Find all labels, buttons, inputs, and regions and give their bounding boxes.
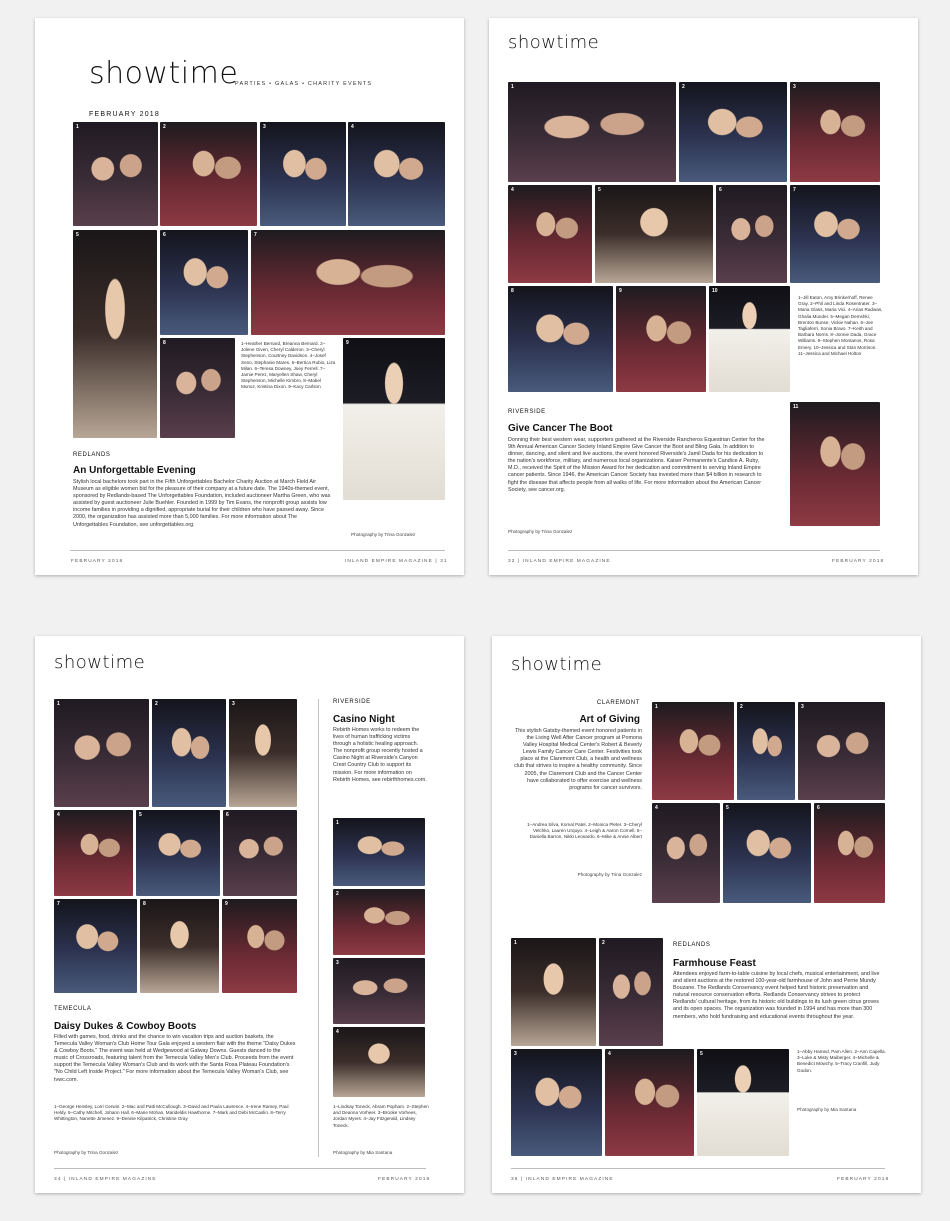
event-headline: Farmhouse Feast <box>673 958 756 969</box>
event-location: CLAREMONT <box>596 700 640 706</box>
photo-number: 1 <box>76 124 79 130</box>
photo-captions: 1–Jill Eaton, Amy Brinkerhoff, Renee Gray. 2–Phil and Linda Rosentrater. 3–Maria Glass, Maria Vici. 4–Arias Radwas, Ghalia Munder. 5–Megan Demshki, Brenton Bunse, Vickie Nahan. 6–Joe Tagliaferri, Sonia Bravo. 7–Keith and Barbara Norris. 8–Jonnie Dada, Grace Williams. 9–Stephen Montanos, Rosa Emery. 10–Jessica and Stan Morrison. 11–Jessica and Michael Holton <box>798 295 883 356</box>
photo-number: 8 <box>163 340 166 346</box>
event-photo <box>333 958 425 1024</box>
photo-number: 2 <box>336 891 339 897</box>
photo-number: 5 <box>726 805 729 811</box>
footer-folio: 34 | INLAND EMPIRE MAGAZINE <box>54 1177 157 1182</box>
photo-number: 5 <box>700 1051 703 1057</box>
event-photo <box>223 810 297 896</box>
event-photo <box>697 1049 789 1156</box>
event-photo <box>73 122 158 226</box>
event-photo <box>54 699 149 807</box>
event-location: RIVERSIDE <box>508 409 546 415</box>
footer-folio: 36 | INLAND EMPIRE MAGAZINE <box>511 1177 614 1182</box>
photo-number: 3 <box>514 1051 517 1057</box>
photo-number: 5 <box>76 232 79 238</box>
photo-number: 11 <box>793 404 799 410</box>
magazine-page-32 <box>489 18 918 575</box>
photo-captions: 1–Lindsay Toneck, Abram Popham. 2–Stephen and Deanna Vorheer. 3–Brooke Vorhees, Jordan Myers. 4–Jay Fitzgerald, Lindsey Toneck. <box>333 1104 429 1128</box>
photo-number: 7 <box>793 187 796 193</box>
footer-rule <box>70 550 445 551</box>
event-photo <box>723 803 811 903</box>
photo-number: 6 <box>163 232 166 238</box>
event-photo <box>599 938 663 1046</box>
event-location: RIVERSIDE <box>333 699 371 705</box>
event-location: REDLANDS <box>673 942 711 948</box>
photo-number: 9 <box>619 288 622 294</box>
footer-date: FEBRUARY 2018 <box>832 559 885 564</box>
event-photo <box>737 702 795 800</box>
event-body: This stylish Gatsby-themed event honored patients in the Living Well After Cancer program at Pomona Valley Hospital Medical Center's Robert & Beverly Lewis Family Cancer Care Center. Festivities took place at the Claremont Club, a health and wellness club that strives to inspire a healthy community. Since 2005, the Claremont Club and the Cancer Center have collaborated to offer exercise and wellness programs for cancer survivors. <box>514 728 642 791</box>
event-photo <box>251 230 445 335</box>
section-tagline: PARTIES • GALAS • CHARITY EVENTS <box>235 81 373 87</box>
photo-number: 3 <box>263 124 266 130</box>
event-photo <box>152 699 226 807</box>
footer-date: FEBRUARY 2018 <box>837 1177 890 1182</box>
photo-captions: 1–Andrea Silva, Komal Patel. 2–Monica Pleter. 3–Cheryl Velchko, Lauren Urquyo. 4–Leigh & Aaron Cornell. 5–Daniella Barron, Nikki Leonardo. 6–Mike & Annie Albert <box>527 822 642 840</box>
footer-rule <box>511 1168 885 1169</box>
event-photo <box>790 402 880 526</box>
photo-number: 5 <box>139 812 142 818</box>
event-photo <box>160 230 248 335</box>
photo-credit: Photography by Trina Gonzalez <box>577 872 642 877</box>
photo-number: 1 <box>336 820 339 826</box>
event-photo <box>333 889 425 955</box>
photo-number: 4 <box>655 805 658 811</box>
event-photo <box>652 702 734 800</box>
photo-number: 3 <box>232 701 235 707</box>
footer-rule <box>54 1168 426 1169</box>
event-photo <box>616 286 706 392</box>
photo-credit: Photography by Mia Santana <box>797 1107 857 1112</box>
column-divider <box>318 699 319 1157</box>
event-photo <box>595 185 713 283</box>
photo-credit: Photography by Trina Gonzalez <box>54 1150 119 1155</box>
photo-number: 9 <box>225 901 228 907</box>
photo-number: 3 <box>801 704 804 710</box>
photo-number: 4 <box>511 187 514 193</box>
photo-number: 6 <box>226 812 229 818</box>
event-photo <box>348 122 445 226</box>
event-headline: Art of Giving <box>579 714 640 725</box>
magazine-page-36 <box>492 636 921 1193</box>
photo-number: 10 <box>712 288 718 294</box>
event-photo <box>716 185 787 283</box>
issue-date: FEBRUARY 2018 <box>89 111 160 118</box>
event-photo <box>343 338 445 500</box>
event-photo <box>333 1027 425 1097</box>
event-photo <box>679 82 787 182</box>
event-photo <box>508 185 592 283</box>
photo-number: 1 <box>57 701 60 707</box>
event-photo <box>709 286 790 392</box>
event-photo <box>160 338 235 438</box>
photo-number: 2 <box>740 704 743 710</box>
event-photo <box>511 1049 602 1156</box>
photo-captions: 1–Heather Bernard, Breanna Bernard. 2–Jolene Given, Cheryl Calderon. 3–Cheryl Stephenson, Courtney Davidson. 4–Josef Seno, Stephanie Mares. 5–Bertica Rubio, Liza Milan. 6–Teresa Downey, Joey Ferrell. 7–Jamie Perez, Maryellen Shaw, Cheryl Stephenson, Michelle Kimbro. 8–Mabel Munoz, Kristina Dixon. 9–Kacy Carlson <box>241 341 336 390</box>
event-photo <box>260 122 346 226</box>
photo-number: 7 <box>57 901 60 907</box>
magazine-page-31 <box>35 18 464 575</box>
event-photo <box>54 810 133 896</box>
photo-number: 1 <box>514 940 517 946</box>
photo-number: 4 <box>608 1051 611 1057</box>
photo-number: 7 <box>254 232 257 238</box>
event-photo <box>790 82 880 182</box>
photo-number: 8 <box>143 901 146 907</box>
event-photo <box>508 82 676 182</box>
event-photo <box>652 803 720 903</box>
photo-number: 6 <box>817 805 820 811</box>
showtime-logo: showtime <box>508 32 600 53</box>
photo-captions: 1–George Hensley, Lorri Cerwin. 2–Mac and Patti McCullough. 3–David and Paula Lawrence. 4–Irene Ramey, Paul Heldy. 5–Cathy Mitchell, Johann Hall. 6–Marie Mohan, Marideldis Hawthorne. 7–Mark and Debi McCaslin. 8–Terry Whittington, Nanette Jimenez. 9–Denise Kilpatrick, Christine Gray <box>54 1104 289 1122</box>
photo-number: 1 <box>511 84 514 90</box>
footer-date: FEBRUARY 2018 <box>378 1177 431 1182</box>
event-body: Filled with games, food, drinks and the chance to win vacation trips and auction baskets, the Temecula Valley Woman's Club Home Tour Gala enjoyed a western flair with the theme "Daisy Dukes & Cowboy Boots." The event was held at Wedgewood at Galway Downs. Guests danced to the music of Crossroads, featuring talent from the Temecula Valley Men's Club. Proceeds from the event support the Temecula Valley Woman's Club and its work with the Santa Rosa Plateau Foundation's "No Child Left Inside Project." For more information about the Temecula Valley Woman's Club, see tvwc.com. <box>54 1034 296 1083</box>
event-photo <box>222 899 297 993</box>
photo-number: 8 <box>511 288 514 294</box>
photo-captions: 1–Abby Hamed, Pam Allen. 2–Ann Capella. 3–Luke & Misty Maiberger. 4–Michelle & Benedict Mowchy. 5–Tracy Cranfill, Judy Godon. <box>797 1049 886 1073</box>
photo-number: 2 <box>682 84 685 90</box>
event-body: Rebirth Homes works to redeem the lives of human trafficking victims through a holistic healing approach. The nonprofit group recently hosted a Casino Night at Riverside's Canyon Crest Country Club to support its mission. For more information on Rebirth Homes, see rebirthhomes.com. <box>333 727 427 783</box>
event-location: REDLANDS <box>73 452 111 458</box>
magazine-page-34 <box>35 636 464 1193</box>
photo-number: 4 <box>57 812 60 818</box>
photo-number: 2 <box>155 701 158 707</box>
event-headline: An Unforgettable Evening <box>73 465 196 476</box>
event-headline: Casino Night <box>333 714 395 725</box>
footer-folio: 32 | INLAND EMPIRE MAGAZINE <box>508 559 611 564</box>
photo-number: 3 <box>793 84 796 90</box>
event-photo <box>229 699 297 807</box>
photo-number: 4 <box>336 1029 339 1035</box>
photo-credit: Photography by Mia Santana <box>333 1150 393 1155</box>
event-photo <box>140 899 219 993</box>
showtime-logo: showtime <box>54 652 146 673</box>
photo-credit: Photography by Trina Gonzalez <box>508 529 573 534</box>
event-photo <box>814 803 885 903</box>
event-photo <box>798 702 885 800</box>
photo-number: 1 <box>655 704 658 710</box>
event-photo <box>136 810 220 896</box>
event-photo <box>511 938 596 1046</box>
event-body: Attendees enjoyed farm-to-table cuisine by local chefs, musical entertainment, and live and silent auctions at the restored 100-year-old farmhouse of John and Perrie Mundy Bouzane. The Redlands Conservancy event helped fund historic preservation and natural resource conservation efforts. Redlands Conservancy strives to protect Redlands' cultural heritage, from its historic old buildings to its lush green citrus groves and its open spaces. The organization was founded in 1994 and has more than 300 members, who hold fundraising and educational events throughout the year. <box>673 971 880 1020</box>
event-photo <box>605 1049 694 1156</box>
showtime-logo: showtime <box>511 654 603 675</box>
photo-number: 6 <box>719 187 722 193</box>
footer-date: FEBRUARY 2018 <box>71 559 124 564</box>
photo-number: 2 <box>602 940 605 946</box>
event-photo <box>73 230 157 438</box>
photo-number: 4 <box>351 124 354 130</box>
event-body: Stylish local bachelors took part in the Fifth Unforgettables Bachelor Charity Auction at March Field Air Museum as eligible women bid for the pleasure of their company at a future date. The 1940s-themed event, sponsored by Redlands-based The Unforgettables Foundation, included auctioneer Martha Green, who was assisted by guest auctioneer Julie Buehler. Founded in 1999 by Tim Evans, the nonprofit group assists low income families in providing a dignified, appropriate burial for their children who have passed away. Since 2000, the organization has assisted more than 5,000 families. For more information about The Unforgettables Foundation, see unforgettables.org. <box>73 479 331 528</box>
footer-rule <box>508 550 880 551</box>
event-photo <box>508 286 613 392</box>
photo-number: 3 <box>336 960 339 966</box>
event-headline: Give Cancer The Boot <box>508 423 613 434</box>
footer-folio: INLAND EMPIRE MAGAZINE | 31 <box>345 559 448 564</box>
event-photo <box>160 122 257 226</box>
photo-credit: Photography by Trina Gonzalez <box>351 532 416 537</box>
photo-number: 2 <box>163 124 166 130</box>
event-headline: Daisy Dukes & Cowboy Boots <box>54 1021 197 1032</box>
event-photo <box>54 899 137 993</box>
event-photo <box>333 818 425 886</box>
showtime-logo: showtime <box>89 56 239 91</box>
event-photo <box>790 185 880 283</box>
photo-number: 9 <box>346 340 349 346</box>
photo-number: 5 <box>598 187 601 193</box>
event-body: Donning their best western wear, supporters gathered at the Riverside Rancheros Equestrian Center for the 9th Annual American Cancer Society Inland Empire Give Cancer the Boot and Bling Gala. In addition to dinner, dancing, and silent and live auctions, the event honored Riverside's Jamil Dada for his dedication to the nation's workforce, military, and numerous local organizations. Kaiser Permanente's Candice A. Ruby, M.D., received the Spirit of the Mission Award for her dedication and commitment to serving Inland Empire cancer patients. Since 1946, the American Cancer Society has invested more than $4 billion in research to fight the disease that affects people from all walks of life. For more information about the American Cancer Society, see cancer.org. <box>508 437 765 493</box>
event-location: TEMECULA <box>54 1006 92 1012</box>
